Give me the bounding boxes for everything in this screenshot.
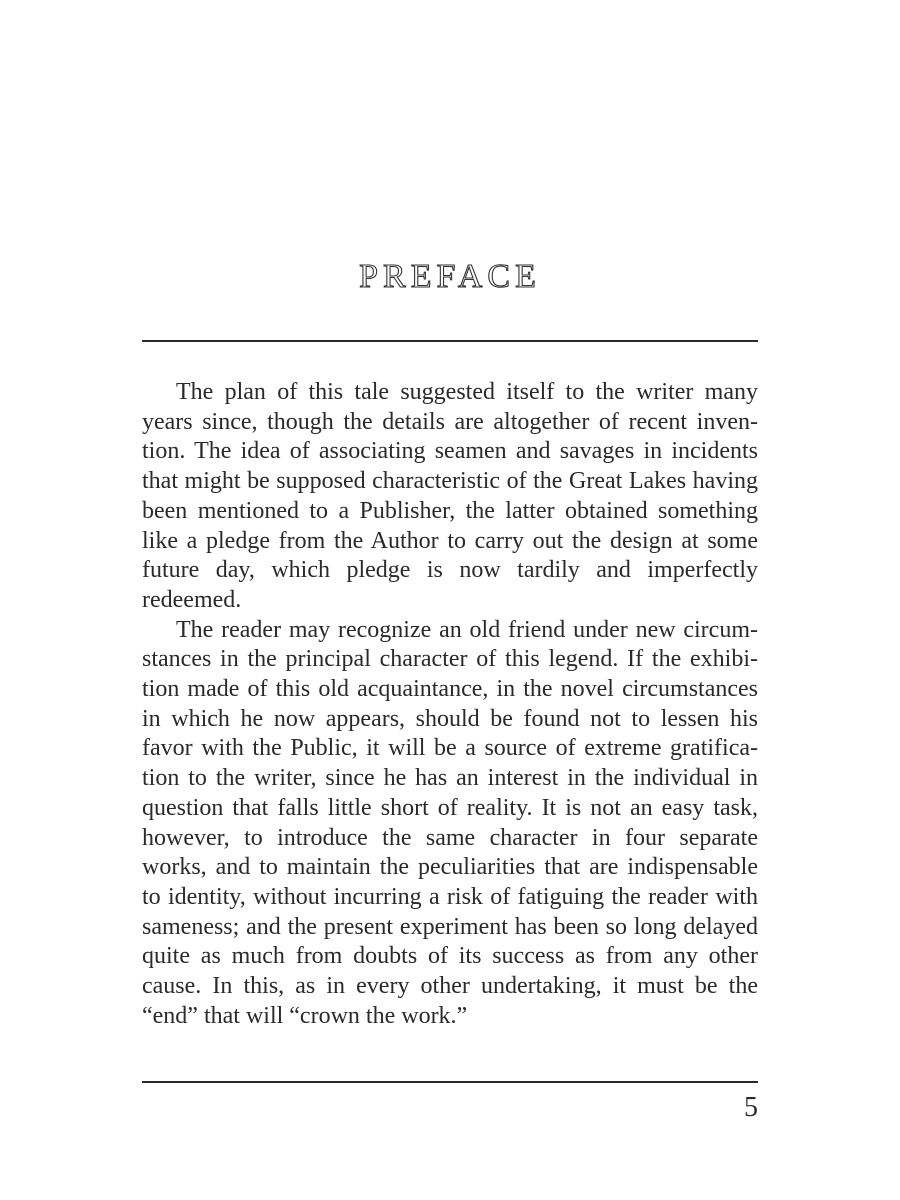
bottom-divider bbox=[142, 1081, 758, 1083]
page-number: 5 bbox=[744, 1092, 758, 1123]
paragraph-2: The reader may recognize an old friend under new circumstances in the principal character of this legend. If the exhibition made of this old acquaintance, in the novel circumstances in which he now appears, should be found not to lessen his favor with the Public, it will be a source of extreme gratification to the writer, since he has an interest in the individual in question that falls little short of reality. It is not an easy task, however, to introduce the same character in four separate works, and to maintain the peculiarities that are indispensable to identity, without incurring a risk of fatiguing the reader with sameness; and the present experiment has been so long delayed quite as much from doubts of its success as from any other cause. In this, as in every other undertaking, it must be the “end” that will “crown the work.” bbox=[142, 616, 758, 1029]
preface-body bbox=[142, 378, 758, 1031]
page-title: PREFACE bbox=[359, 258, 541, 295]
top-divider bbox=[142, 340, 758, 342]
paragraph-1: The plan of this tale suggested itself to the writer many years since, though the details are altogether of recent invention. The idea of associating seamen and savages in incidents that might be supposed characteristic of the Great Lakes having been mentioned to a Publisher, the latter obtained something like a pledge from the Author to carry out the design at some future day, which pledge is now tardily and imperfectly redeemed. bbox=[142, 379, 758, 613]
